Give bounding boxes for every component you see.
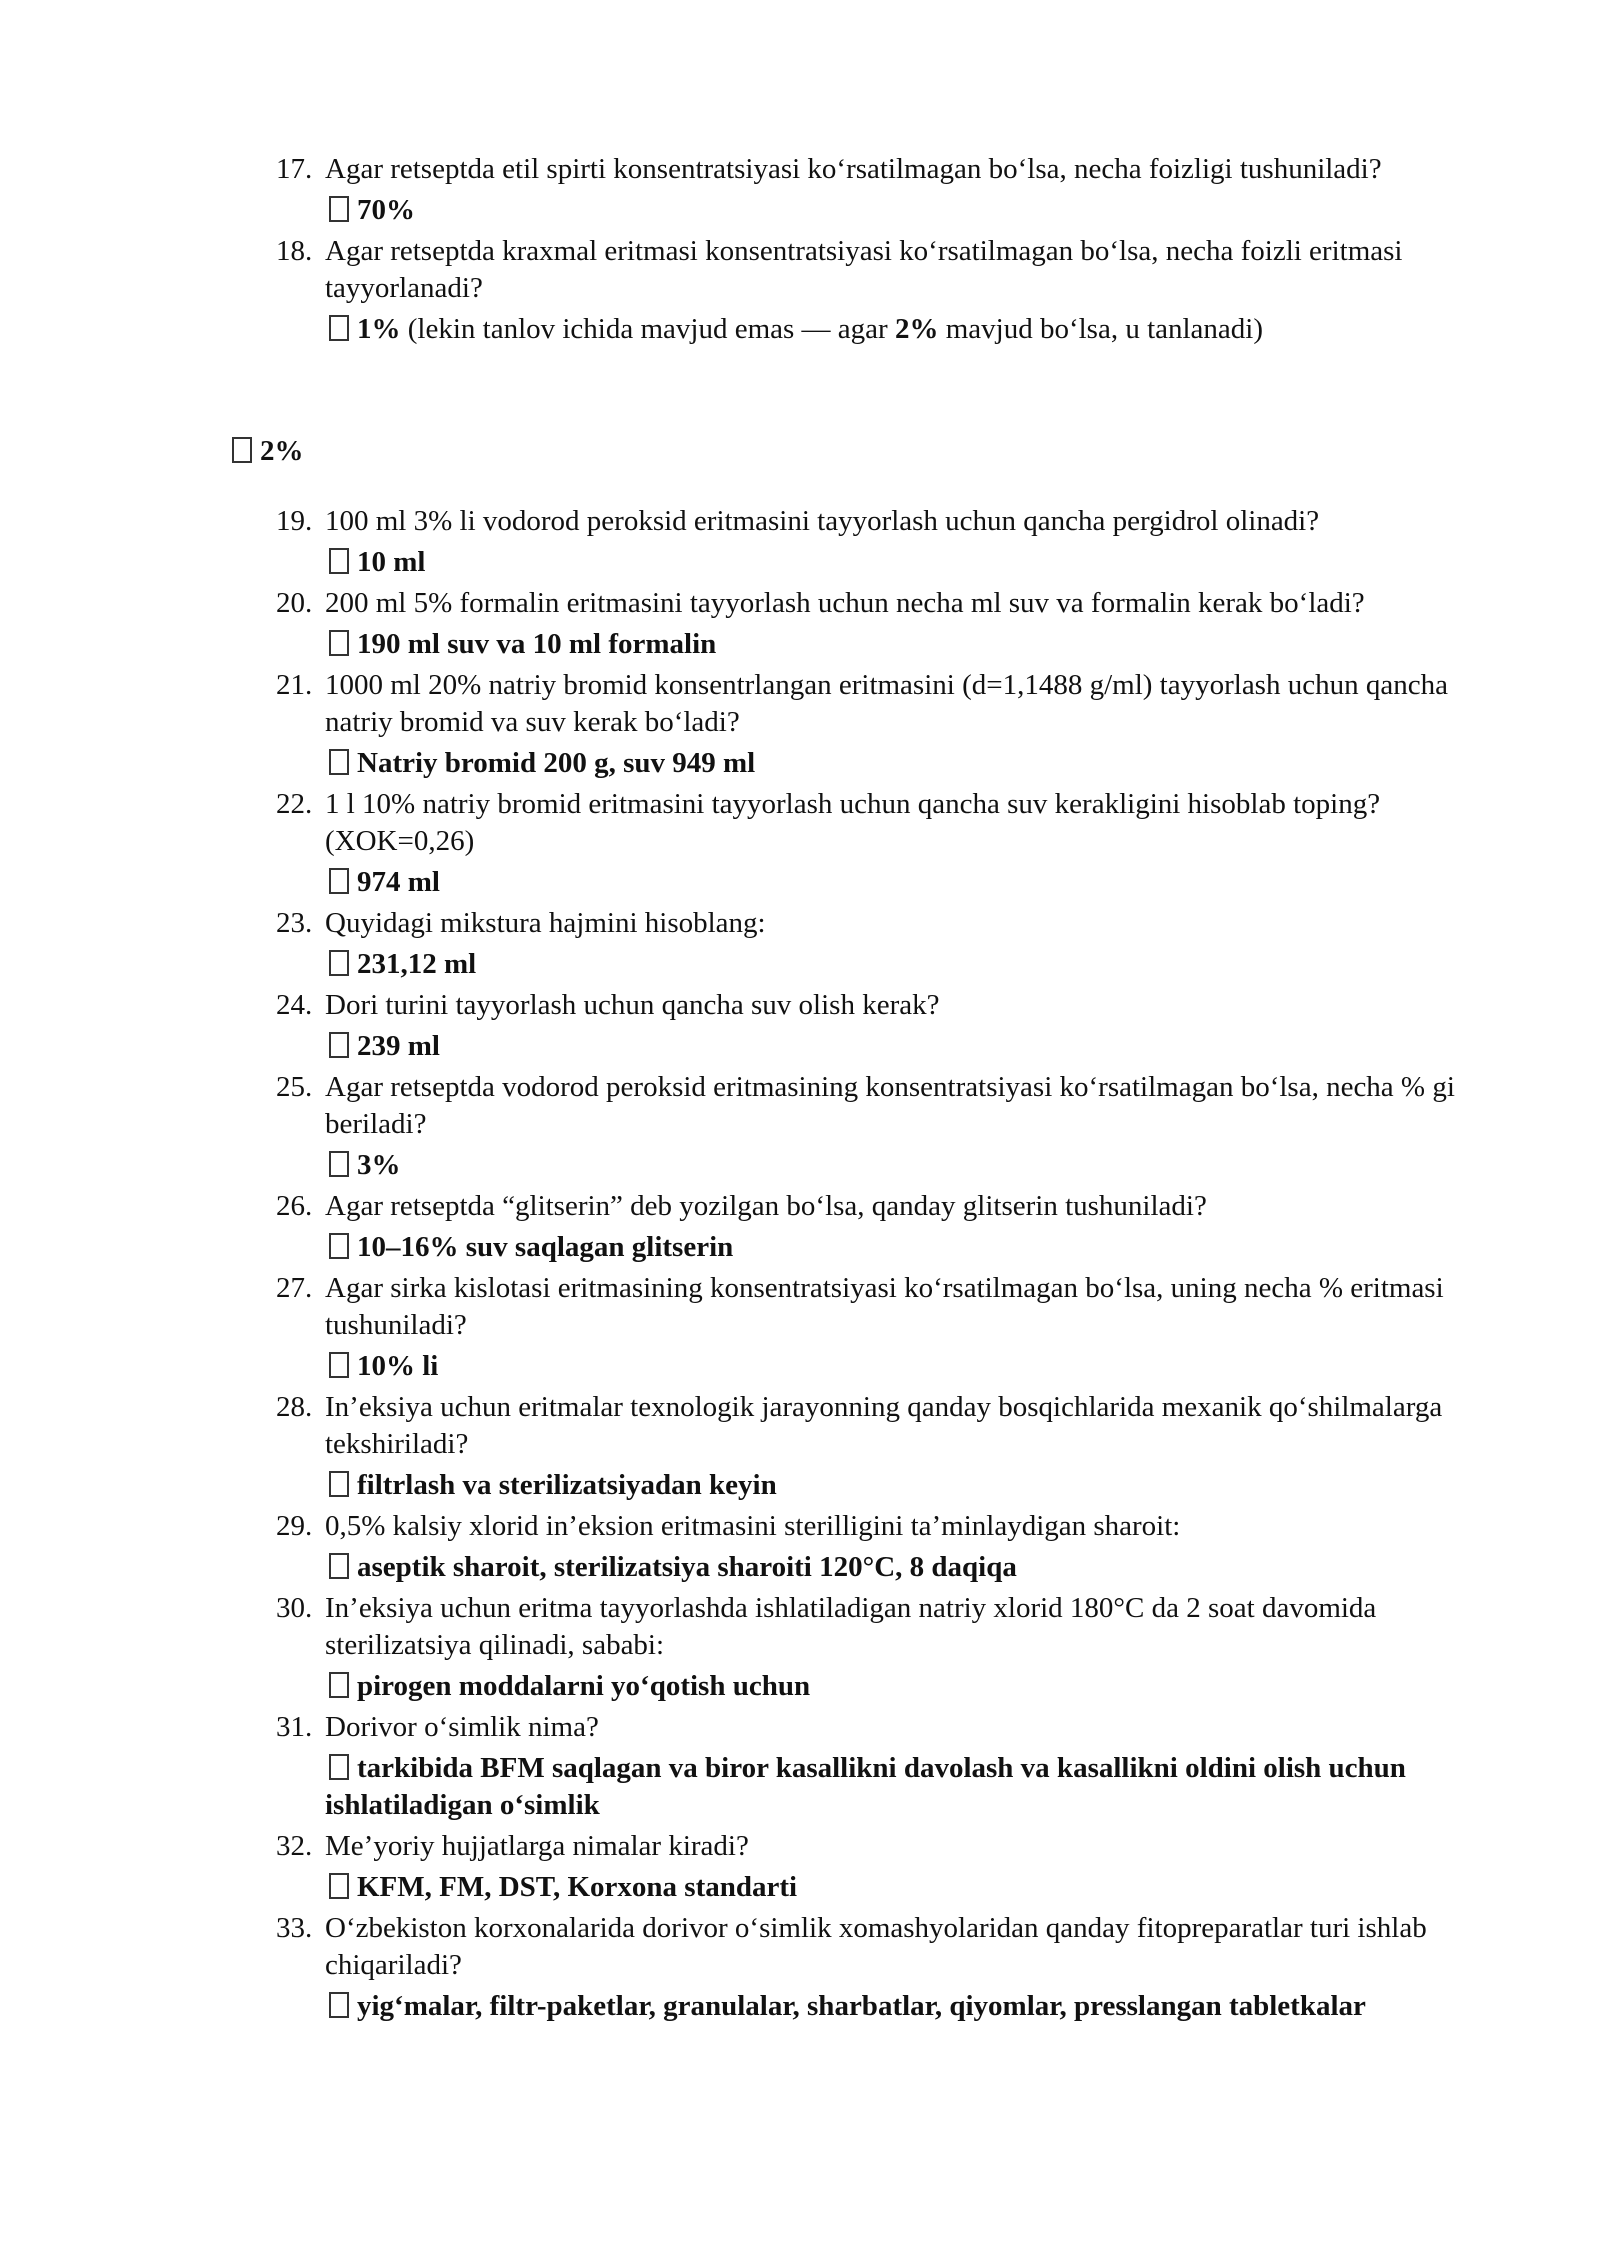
question-item xyxy=(0,1828,1485,1906)
answer-line xyxy=(325,1668,1485,1705)
question-text: Agar sirka kislotasi eritmasining konsentratsiyasi ko‘rsatilmagan bo‘lsa, uning necha % eritmasi tushuniladi? xyxy=(325,1272,1444,1341)
question-text: In’eksiya uchun eritmalar texnologik jarayonning qanday bosqichlarida mexanik qo‘shilmalarga tekshiriladi? xyxy=(325,1391,1443,1460)
answer-line xyxy=(325,745,1485,782)
question-text: Dorivor o‘simlik nima? xyxy=(325,1711,599,1743)
answer-line xyxy=(325,626,1485,663)
question-number: 26. xyxy=(276,1190,313,1222)
question-item xyxy=(0,667,1485,782)
answer-line xyxy=(325,544,1485,581)
checkbox-icon xyxy=(329,868,349,894)
question-text: 200 ml 5% formalin eritmasini tayyorlash uchun necha ml suv va formalin kerak bo‘ladi? xyxy=(325,587,1365,619)
answer-text: tarkibida BFM saqlagan va biror kasallikni davolash va kasallikni oldini olish uchun ishlatiladigan o‘simlik xyxy=(325,1752,1406,1821)
checkbox-icon xyxy=(232,437,252,463)
checkbox-icon xyxy=(329,1151,349,1177)
question-item xyxy=(0,1188,1485,1266)
answer-text: 974 ml xyxy=(357,866,440,898)
standalone-answer-text: 2% xyxy=(260,435,304,467)
question-number: 24. xyxy=(276,989,313,1021)
question-number: 20. xyxy=(276,587,313,619)
checkbox-icon xyxy=(329,1672,349,1698)
answer-text: 70% xyxy=(357,194,415,226)
question-item xyxy=(0,151,1485,229)
answer-line xyxy=(325,311,1485,348)
checkbox-icon xyxy=(329,196,349,222)
question-text: 1 l 10% natriy bromid eritmasini tayyorlash uchun qancha suv kerakligini hisoblab toping? (XOK=0,26) xyxy=(325,788,1381,857)
question-item xyxy=(0,1910,1485,2025)
checkbox-icon xyxy=(329,1754,349,1780)
answer-line xyxy=(325,1549,1485,1586)
question-text: Agar retseptda kraxmal eritmasi konsentratsiyasi ko‘rsatilmagan bo‘lsa, necha foizli eritmasi tayyorlanadi? xyxy=(325,235,1403,304)
question-text: Dori turini tayyorlash uchun qancha suv olish kerak? xyxy=(325,989,940,1021)
checkbox-icon xyxy=(329,630,349,656)
answer-text: filtrlash va sterilizatsiyadan keyin xyxy=(357,1469,777,1501)
answer-text: 190 ml suv va 10 ml formalin xyxy=(357,628,717,660)
question-number: 22. xyxy=(276,788,313,820)
question-item xyxy=(0,1590,1485,1705)
question-number: 18. xyxy=(276,235,313,267)
checkbox-icon xyxy=(329,1352,349,1378)
question-text: Agar retseptda etil spirti konsentratsiyasi ko‘rsatilmagan bo‘lsa, necha foizligi tushuniladi? xyxy=(325,153,1382,185)
answer-text: KFM, FM, DST, Korxona standarti xyxy=(357,1871,798,1903)
question-text: O‘zbekiston korxonalarida dorivor o‘simlik xomashyolaridan qanday fitopreparatlar turi ishlab chiqariladi? xyxy=(325,1912,1427,1981)
question-item xyxy=(0,987,1485,1065)
answer-line xyxy=(325,1229,1485,1266)
answer-text: 10% li xyxy=(357,1350,439,1382)
question-item xyxy=(0,1270,1485,1385)
question-item xyxy=(0,1709,1485,1824)
question-text: Agar retseptda “glitserin” deb yozilgan bo‘lsa, qanday glitserin tushuniladi? xyxy=(325,1190,1207,1222)
question-item xyxy=(0,1069,1485,1184)
answer-text: pirogen moddalarni yo‘qotish uchun xyxy=(357,1670,811,1702)
answer-note: mavjud bo‘lsa, u tanlanadi) xyxy=(938,313,1264,345)
checkbox-icon xyxy=(329,1873,349,1899)
answer-line xyxy=(325,946,1485,983)
question-number: 32. xyxy=(276,1830,313,1862)
question-item xyxy=(0,233,1485,348)
answer-text: 10 ml xyxy=(357,546,426,578)
standalone-answer xyxy=(228,433,304,470)
checkbox-icon xyxy=(329,1032,349,1058)
answer-text: aseptik sharoit, sterilizatsiya sharoiti 120°C, 8 daqiqa xyxy=(357,1551,1017,1583)
answer-note-bold: 2% xyxy=(894,313,939,345)
question-number: 33. xyxy=(276,1912,313,1944)
answer-text: 239 ml xyxy=(357,1030,440,1062)
answer-text: 1% xyxy=(357,313,401,345)
checkbox-icon xyxy=(329,1233,349,1259)
answer-line xyxy=(325,1750,1485,1824)
answer-line xyxy=(325,1348,1485,1385)
answer-line xyxy=(325,864,1485,901)
question-item xyxy=(0,1389,1485,1504)
question-item xyxy=(0,1508,1485,1586)
question-text: 100 ml 3% li vodorod peroksid eritmasini tayyorlash uchun qancha pergidrol olinadi? xyxy=(325,505,1320,537)
answer-text: 231,12 ml xyxy=(357,948,477,980)
answer-line xyxy=(325,1988,1485,2025)
checkbox-icon xyxy=(329,1992,349,2018)
question-text: 0,5% kalsiy xlorid in’eksion eritmasini sterilligini ta’minlaydigan sharoit: xyxy=(325,1510,1181,1542)
question-list-part-2 xyxy=(0,503,1600,2029)
question-text: 1000 ml 20% natriy bromid konsentrlangan eritmasini (d=1,1488 g/ml) tayyorlash uchun qancha natriy bromid va suv kerak bo‘ladi? xyxy=(325,669,1448,738)
question-text: Me’yoriy hujjatlarga nimalar kiradi? xyxy=(325,1830,749,1862)
question-number: 19. xyxy=(276,505,313,537)
answer-line xyxy=(325,1147,1485,1184)
question-item xyxy=(0,585,1485,663)
answer-text: 10–16% suv saqlagan glitserin xyxy=(357,1231,734,1263)
question-item xyxy=(0,503,1485,581)
question-number: 28. xyxy=(276,1391,313,1423)
checkbox-icon xyxy=(329,548,349,574)
question-number: 17. xyxy=(276,153,313,185)
answer-text: Natriy bromid 200 g, suv 949 ml xyxy=(357,747,756,779)
question-number: 27. xyxy=(276,1272,313,1304)
question-text: Quyidagi mikstura hajmini hisoblang: xyxy=(325,907,766,939)
checkbox-icon xyxy=(329,950,349,976)
question-item xyxy=(0,786,1485,901)
question-text: In’eksiya uchun eritma tayyorlashda ishlatiladigan natriy xlorid 180°C da 2 soat davomida sterilizatsiya qilinadi, sababi: xyxy=(325,1592,1377,1661)
question-number: 25. xyxy=(276,1071,313,1103)
answer-text: yig‘malar, filtr-paketlar, granulalar, sharbatlar, qiyomlar, presslangan tabletkalar xyxy=(357,1990,1366,2022)
question-list-part-1 xyxy=(0,151,1600,352)
answer-line xyxy=(325,192,1485,229)
question-number: 31. xyxy=(276,1711,313,1743)
question-number: 30. xyxy=(276,1592,313,1624)
checkbox-icon xyxy=(329,315,349,341)
checkbox-icon xyxy=(329,1471,349,1497)
question-item xyxy=(0,905,1485,983)
checkbox-icon xyxy=(329,1553,349,1579)
answer-line xyxy=(325,1869,1485,1906)
question-number: 23. xyxy=(276,907,313,939)
answer-text: 3% xyxy=(357,1149,401,1181)
checkbox-icon xyxy=(329,749,349,775)
answer-line xyxy=(325,1467,1485,1504)
answer-line xyxy=(325,1028,1485,1065)
question-number: 29. xyxy=(276,1510,313,1542)
question-text: Agar retseptda vodorod peroksid eritmasining konsentratsiyasi ko‘rsatilmagan bo‘lsa, necha % gi beriladi? xyxy=(325,1071,1455,1140)
answer-note: (lekin tanlov ichida mavjud emas — agar xyxy=(400,313,895,345)
question-number: 21. xyxy=(276,669,313,701)
